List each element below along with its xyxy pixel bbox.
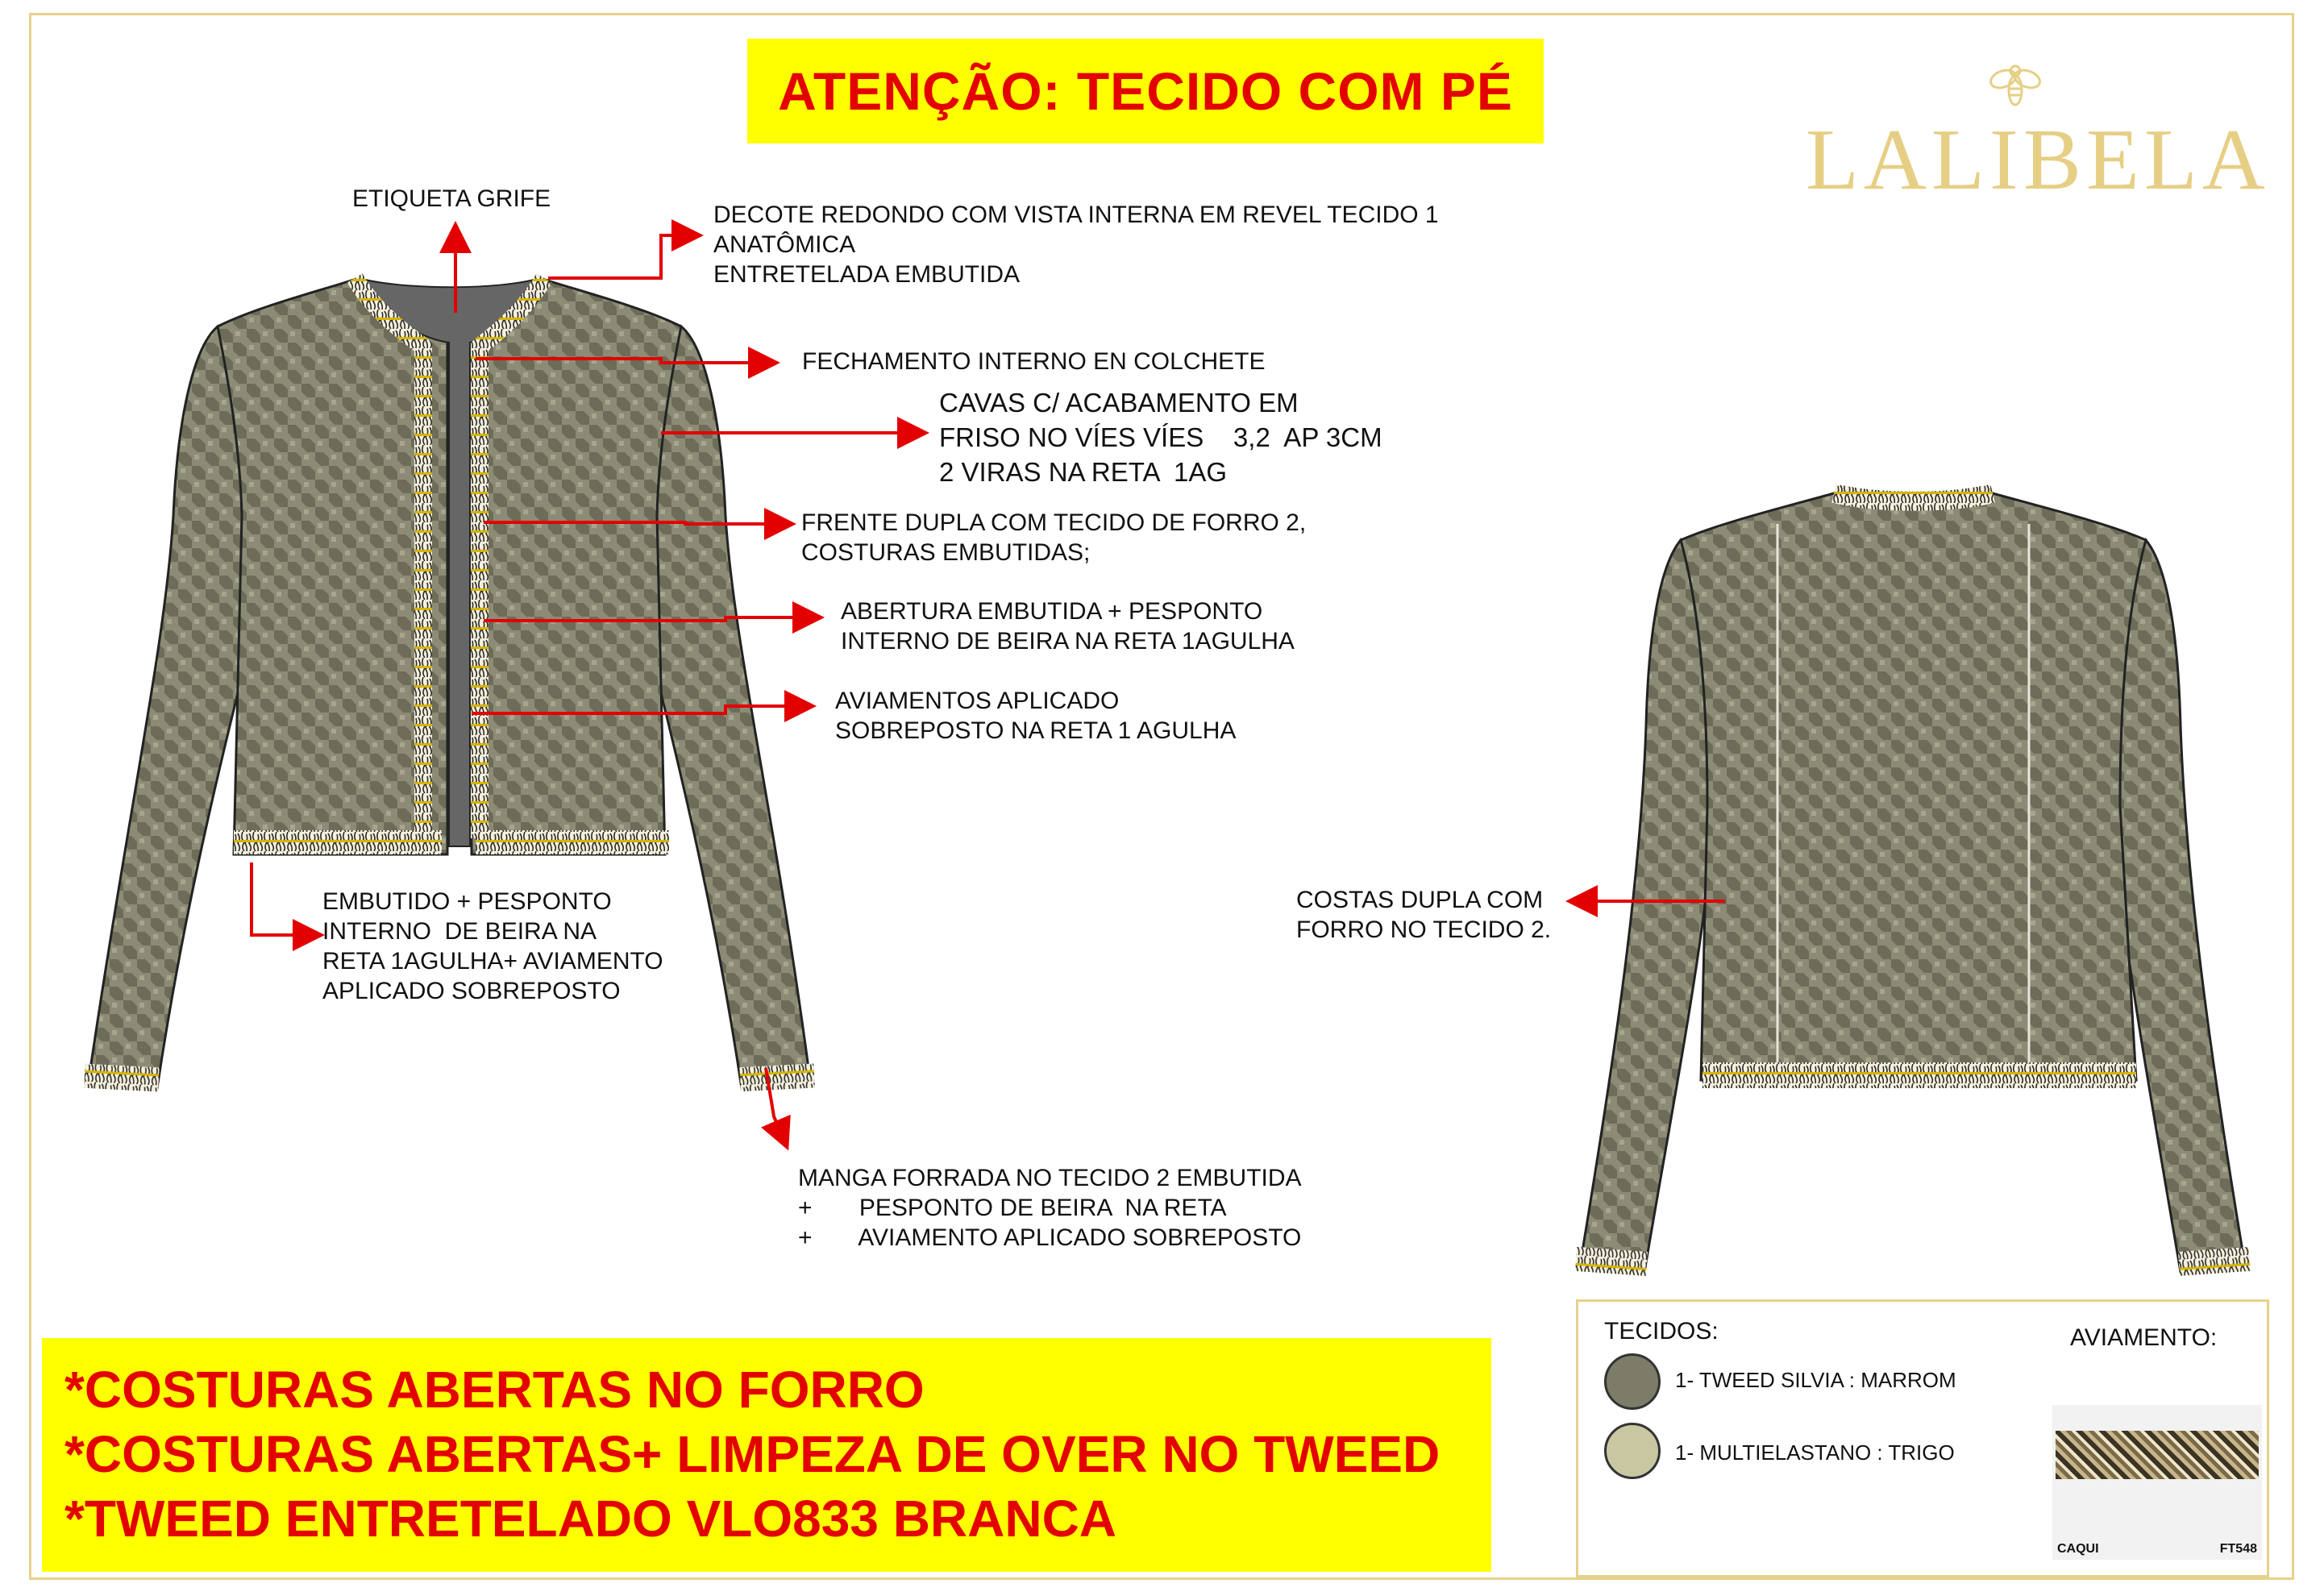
back-jacket (1575, 493, 2251, 1276)
note-hem: EMBUTIDO + PESPONTO INTERNO DE BEIRA NA RETA 1AGULHA+ AVIAMENTO APLICADO SOBREPOSTO (322, 888, 663, 1004)
trim-swatch (2052, 1405, 2262, 1560)
front-hem-trim-left (234, 830, 442, 854)
front-hem-trim-right (476, 830, 669, 854)
arrow-neckline (548, 235, 697, 278)
warning-line: *TWEED ENTRETELADO VLO833 BRANCA (64, 1490, 1116, 1548)
note-neckline: DECOTE REDONDO COM VISTA INTERNA EM REVEL TECIDO 1 ANATÔMICA ENTRETELADA EMBUTIDA (713, 202, 1439, 288)
arrow-hem (252, 862, 318, 935)
fabric-swatch-multielastano (1604, 1423, 1661, 1479)
fabric-attention-banner: ATENÇÃO: TECIDO COM PÉ (747, 39, 1544, 143)
fabric-label-multielastano: 1- MULTIELASTANO : TRIGO (1675, 1440, 1955, 1465)
arrow-front (484, 522, 790, 524)
note-front: FRENTE DUPLA COM TECIDO DE FORRO 2, COSTURAS EMBUTIDAS; (801, 509, 1307, 566)
note-back: COSTAS DUPLA COM FORRO NO TECIDO 2. (1296, 887, 1552, 943)
bee-icon (1987, 56, 2043, 113)
note-label: ETIQUETA GRIFE (352, 185, 551, 212)
fabrics-title: TECIDOS: (1604, 1318, 1719, 1345)
note-trims: AVIAMENTOS APLICADO SOBREPOSTO NA RETA 1 AGULHA (835, 688, 1237, 744)
trim-sample-band (2056, 1431, 2259, 1479)
trims-title: AVIAMENTO: (2070, 1324, 2218, 1351)
back-left-sleeve (1580, 540, 1713, 1272)
brand-name: LALIBELA (1806, 112, 2270, 208)
back-cuff-trim-left (1575, 1247, 1648, 1276)
front-cuff-trim-left (84, 1064, 159, 1092)
note-opening: ABERTURA EMBUTIDA + PESPONTO INTERNO DE BEIRA NA RETA 1AGULHA (841, 598, 1295, 655)
note-armhole: CAVAS C/ ACABAMENTO EM FRISO NO VÍES VÍES 3,2 AP 3CM 2 VIRAS NA RETA 1AG (939, 388, 1382, 487)
note-closure: FECHAMENTO INTERNO EN COLCHETE (802, 348, 1266, 375)
back-cuff-trim-right (2178, 1247, 2251, 1276)
back-right-sleeve (2114, 540, 2245, 1272)
front-left-sleeve (89, 326, 242, 1088)
note-sleeve: MANGA FORRADA NO TECIDO 2 EMBUTIDA + PESPONTO DE BEIRA NA RETA + AVIAMENTO APLICADO SOBREPOSTO (798, 1165, 1302, 1251)
front-cuff-trim-right (739, 1063, 814, 1091)
back-neck-trim (1834, 493, 1993, 501)
warning-line: *COSTURAS ABERTAS NO FORRO (64, 1361, 925, 1419)
front-body-left (218, 278, 447, 854)
back-hem-trim (1702, 1062, 2136, 1088)
warning-line: *COSTURAS ABERTAS+ LIMPEZA DE OVER NO TWEED (64, 1425, 1441, 1483)
materials-legend (1576, 1299, 2269, 1577)
fabric-swatch-tweed (1604, 1353, 1661, 1410)
trim-code-right: FT548 (2219, 1542, 2257, 1556)
warnings-banner (42, 1338, 1491, 1572)
front-body-right (472, 278, 681, 854)
brand-logo (1806, 56, 2270, 208)
fabric-label-tweed: 1- TWEED SILVIA : MARROM (1675, 1368, 1956, 1392)
back-body (1681, 493, 2146, 1080)
trim-code-left: CAQUI (2057, 1542, 2099, 1556)
